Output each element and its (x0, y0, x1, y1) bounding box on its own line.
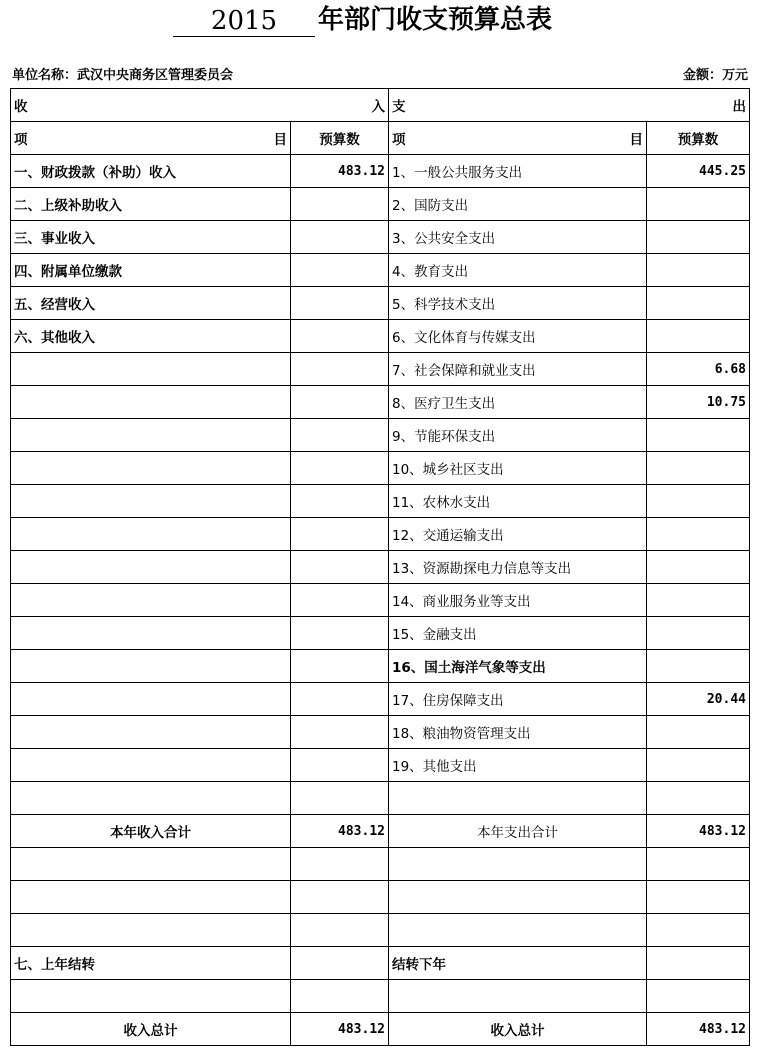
table-row (11, 584, 750, 617)
expense-amount-cell (647, 320, 750, 353)
income-amount-cell (291, 551, 389, 584)
expense-item-cell: 19、其他支出 (389, 749, 647, 782)
income-total-amount: 483.12 (291, 815, 389, 848)
table-row (11, 419, 750, 452)
expense-item-cell (389, 782, 647, 815)
income-item-cell (11, 419, 291, 452)
expense-amount-cell (647, 518, 750, 551)
income-item-cell (11, 584, 291, 617)
expense-amount-cell (647, 716, 750, 749)
expense-item-cell: 9、节能环保支出 (389, 419, 647, 452)
table-row (11, 155, 750, 188)
income-item-cell (11, 749, 291, 782)
expense-item-cell: 1、一般公共服务支出 (389, 155, 647, 188)
expense-grand-total-amount: 483.12 (647, 1013, 750, 1046)
table-row (11, 683, 750, 716)
empty-cell (647, 914, 750, 947)
income-item-cell (11, 518, 291, 551)
expense-item-cell: 5、科学技术支出 (389, 287, 647, 320)
income-amount-cell (291, 419, 389, 452)
year-total-row (11, 815, 750, 848)
empty-cell (647, 848, 750, 881)
expense-item-cell: 14、商业服务业等支出 (389, 584, 647, 617)
table-row (11, 254, 750, 287)
empty-cell (647, 881, 750, 914)
income-amount-cell (291, 254, 389, 287)
expense-item-cell: 4、教育支出 (389, 254, 647, 287)
empty-row (11, 881, 750, 914)
table-row (11, 221, 750, 254)
income-item-cell (11, 485, 291, 518)
table-row (11, 782, 750, 815)
income-grand-total-label: 收入总计 (11, 1013, 291, 1046)
expense-item-cell: 15、金融支出 (389, 617, 647, 650)
expense-amount-cell (647, 617, 750, 650)
income-item-cell (11, 353, 291, 386)
income-item-cell (11, 716, 291, 749)
income-item-cell (11, 617, 291, 650)
empty-cell (11, 881, 291, 914)
income-amount-cell (291, 782, 389, 815)
income-amount-cell (291, 584, 389, 617)
expense-amount-cell (647, 452, 750, 485)
income-amount-cell: 483.12 (291, 155, 389, 188)
expense-item-cell: 8、医疗卫生支出 (389, 386, 647, 419)
income-item-cell (11, 683, 291, 716)
empty-cell (291, 914, 389, 947)
income-section-header: 收 入 (11, 89, 389, 122)
income-amount-cell (291, 650, 389, 683)
expense-item-header: 项 目 (389, 122, 647, 155)
carry-in-label: 七、上年结转 (11, 947, 291, 980)
carry-in-amount (291, 947, 389, 980)
income-item-cell (11, 386, 291, 419)
expense-grand-total-label: 收入总计 (389, 1013, 647, 1046)
expense-amount-cell (647, 551, 750, 584)
income-amount-cell (291, 485, 389, 518)
income-item-cell: 五、经营收入 (11, 287, 291, 320)
empty-cell (291, 980, 389, 1013)
column-header-row (11, 122, 750, 155)
expense-item-cell: 17、住房保障支出 (389, 683, 647, 716)
expense-amount-cell: 445.25 (647, 155, 750, 188)
empty-row (11, 980, 750, 1013)
expense-amount-cell: 20.44 (647, 683, 750, 716)
empty-cell (291, 881, 389, 914)
income-amount-cell (291, 386, 389, 419)
expense-item-cell: 11、农林水支出 (389, 485, 647, 518)
income-amount-cell (291, 320, 389, 353)
income-amount-cell (291, 287, 389, 320)
empty-cell (389, 980, 647, 1013)
income-item-cell: 一、财政拨款（补助）收入 (11, 155, 291, 188)
expense-item-cell: 7、社会保障和就业支出 (389, 353, 647, 386)
table-row (11, 353, 750, 386)
empty-row (11, 848, 750, 881)
empty-cell (389, 914, 647, 947)
expense-amount-cell (647, 221, 750, 254)
income-amount-cell (291, 683, 389, 716)
report-title-text: 年部门收支预算总表 (318, 5, 553, 35)
section-header-row (11, 89, 750, 122)
income-item-cell: 四、附属单位缴款 (11, 254, 291, 287)
expense-item-cell: 2、国防支出 (389, 188, 647, 221)
table-row (11, 716, 750, 749)
expense-section-header: 支 出 (389, 89, 750, 122)
expense-amount-cell (647, 254, 750, 287)
empty-cell (647, 980, 750, 1013)
expense-amount-cell: 6.68 (647, 353, 750, 386)
table-row (11, 749, 750, 782)
income-amount-cell (291, 188, 389, 221)
expense-total-label: 本年支出合计 (389, 815, 647, 848)
expense-amount-cell (647, 287, 750, 320)
unit-name: 单位名称：武汉中央商务区管理委员会 (12, 68, 234, 83)
income-item-cell (11, 551, 291, 584)
expense-amount-cell (647, 419, 750, 452)
table-row (11, 650, 750, 683)
report-year: 2015 (173, 6, 315, 37)
income-item-header: 项 目 (11, 122, 291, 155)
income-amount-cell (291, 353, 389, 386)
income-budget-header: 预算数 (291, 122, 389, 155)
expense-amount-cell (647, 485, 750, 518)
empty-row (11, 914, 750, 947)
income-item-cell: 三、事业收入 (11, 221, 291, 254)
carry-out-amount (647, 947, 750, 980)
expense-amount-cell (647, 188, 750, 221)
table-row (11, 452, 750, 485)
income-amount-cell (291, 716, 389, 749)
expense-item-cell: 3、公共安全支出 (389, 221, 647, 254)
income-amount-cell (291, 518, 389, 551)
expense-item-cell: 18、粮油物资管理支出 (389, 716, 647, 749)
table-row (11, 617, 750, 650)
carry-out-label: 结转下年 (389, 947, 647, 980)
expense-budget-header: 预算数 (647, 122, 750, 155)
income-item-cell (11, 782, 291, 815)
income-amount-cell (291, 452, 389, 485)
income-grand-total-amount: 483.12 (291, 1013, 389, 1046)
carry-row (11, 947, 750, 980)
empty-cell (11, 848, 291, 881)
expense-amount-cell: 10.75 (647, 386, 750, 419)
empty-cell (291, 848, 389, 881)
income-item-cell (11, 650, 291, 683)
table-row (11, 485, 750, 518)
table-row (11, 320, 750, 353)
table-row (11, 518, 750, 551)
income-item-cell: 六、其他收入 (11, 320, 291, 353)
table-row (11, 386, 750, 419)
empty-cell (389, 848, 647, 881)
report-title (0, 0, 762, 50)
budget-table (10, 88, 750, 1046)
expense-amount-cell (647, 749, 750, 782)
table-row (11, 188, 750, 221)
income-amount-cell (291, 221, 389, 254)
empty-cell (389, 881, 647, 914)
income-item-cell: 二、上级补助收入 (11, 188, 291, 221)
expense-item-cell: 16、国土海洋气象等支出 (389, 650, 647, 683)
expense-item-cell: 13、资源勘探电力信息等支出 (389, 551, 647, 584)
table-row (11, 287, 750, 320)
income-item-cell (11, 452, 291, 485)
expense-amount-cell (647, 584, 750, 617)
income-total-label: 本年收入合计 (11, 815, 291, 848)
empty-cell (11, 980, 291, 1013)
expense-item-cell: 12、交通运输支出 (389, 518, 647, 551)
grand-total-row (11, 1013, 750, 1046)
expense-amount-cell (647, 782, 750, 815)
income-amount-cell (291, 617, 389, 650)
expense-total-amount: 483.12 (647, 815, 750, 848)
amount-unit: 金额：万元 (682, 68, 748, 83)
expense-amount-cell (647, 650, 750, 683)
expense-item-cell: 10、城乡社区支出 (389, 452, 647, 485)
table-row (11, 551, 750, 584)
empty-cell (11, 914, 291, 947)
income-amount-cell (291, 749, 389, 782)
expense-item-cell: 6、文化体育与传媒支出 (389, 320, 647, 353)
